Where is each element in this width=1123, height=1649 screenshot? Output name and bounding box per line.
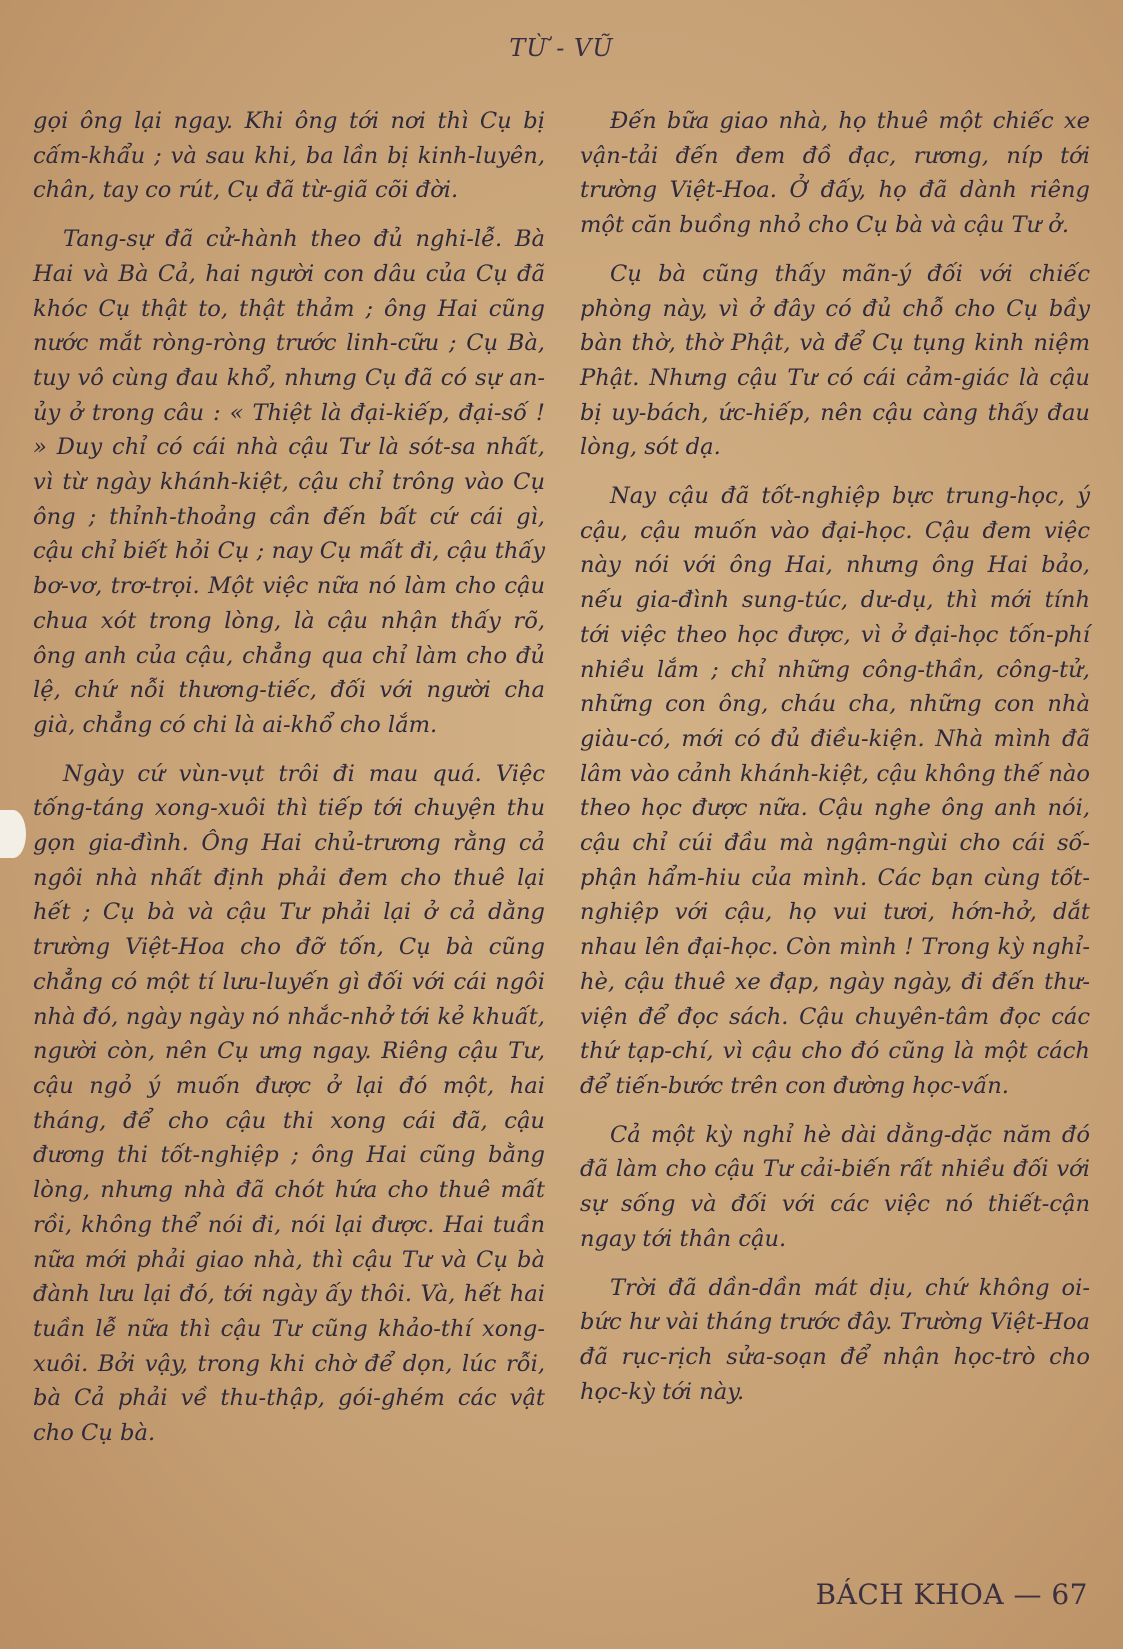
paragraph: Cả một kỳ nghỉ hè dài dằng-dặc năm đó đã làm cho cậu Tư cải-biến rất nhiều đối với sự sống và đối với các việc nó thiết-cận ngay tới thân cậu. (580, 1121, 1090, 1252)
paragraph: Ngày cứ vùn-vụt trôi đi mau quá. Việc tống-táng xong-xuôi thì tiếp tới chuyện thu gọn gia-đình. Ông Hai chủ-trương rằng cả ngôi nhà nhất định phải đem cho thuê lại hết ; Cụ bà và cậu Tư phải lại ở cả dằng trường Việt-Hoa cho đỡ tốn, Cụ bà cũng chẳng có một tí lưu-luyến gì đối với cái ngôi nhà đó, ngày ngày nó nhắc-nhở tới kẻ khuất, người còn, nên Cụ ưng ngay. Riêng cậu Tư, cậu ngỏ ý muốn được ở lại đó một, hai tháng, để cho cậu thi xong cái đã, cậu đương thi tốt-nghiệp ; ông Hai cũng bằng lòng, nhưng nhà đã chót hứa cho thuê mất rồi, không thể nói đi, nói lại được. Hai tuần nữa mới phải giao nhà, thì cậu Tư và Cụ bà đành lưu lại đó, tới ngày ấy thôi. Và, hết hai tuần lễ nữa thì cậu Tư cũng khảo-thí xong-xuôi. Bởi vậy, trong khi chờ để dọn, lúc rỗi, bà Cả phải về thu-thập, gói-ghém các vật cho Cụ bà. (33, 760, 545, 1447)
paper-damage (0, 810, 26, 858)
paragraph: gọi ông lại ngay. Khi ông tới nơi thì Cụ bị cấm-khẩu ; và sau khi, ba lần bị kinh-luyên, chân, tay co rút, Cụ đã từ-giã cõi đời. (33, 108, 545, 204)
paragraph: Đến bữa giao nhà, họ thuê một chiếc xe vận-tải đến đem đồ đạc, rương, níp tới trường Việt-Hoa. Ở đấy, họ đã dành riêng một căn buồng nhỏ cho Cụ bà và cậu Tư ở. (580, 108, 1090, 239)
paragraph: Nay cậu đã tốt-nghiệp bực trung-học, ý cậu, cậu muốn vào đại-học. Cậu đem việc này nói với ông Hai, nhưng ông Hai bảo, nếu gia-đình sung-túc, dư-dụ, thì mới tính tới việc theo học được, vì ở đại-học tốn-phí nhiều lắm ; chỉ những công-thần, công-tử, những con ông, cháu cha, những con nhà giàu-có, mới có đủ điều-kiện. Nhà mình đã lâm vào cảnh khánh-kiệt, cậu không thế nào theo học được nữa. Cậu nghe ông anh nói, cậu chỉ cúi đầu mà ngậm-ngùi cho cái số-phận hẩm-hiu của mình. Các bạn cùng tốt-nghiệp với cậu, họ vui tươi, hớn-hở, dắt nhau lên đại-học. Còn mình ! Trong kỳ nghỉ-hè, cậu thuê xe đạp, ngày ngày, đi đến thư-viện để đọc sách. Cậu chuyên-tâm đọc các thứ tạp-chí, vì cậu cho đó cũng là một cách để tiến-bước trên con đường học-vấn. (580, 483, 1090, 1099)
paragraph: Cụ bà cũng thấy mãn-ý đối với chiếc phòng này, vì ở đây có đủ chỗ cho Cụ bầy bàn thờ, thờ Phật, và để Cụ tụng kinh niệm Phật. Nhưng cậu Tư có cái cảm-giác là cậu bị uy-bách, ức-hiếp, nên cậu càng thấy đau lòng, sót dạ. (580, 260, 1090, 461)
page-header: TỪ - VŨ (509, 34, 614, 62)
left-column (33, 104, 545, 1465)
page-footer: BÁCH KHOA — 67 (815, 1578, 1088, 1611)
paragraph: Trời đã dần-dần mát dịu, chứ không oi-bức hư vài tháng trước đây. Trường Việt-Hoa đã rục-rịch sửa-soạn để nhận học-trò cho học-kỳ tới này. (580, 1274, 1090, 1405)
paragraph: Tang-sự đã cử-hành theo đủ nghi-lễ. Bà Hai và Bà Cả, hai người con dâu của Cụ đã khóc Cụ thật to, thật thảm ; ông Hai cũng nước mắt ròng-ròng trước linh-cữu ; Cụ Bà, tuy vô cùng đau khổ, nhưng Cụ đã có sự an-ủy ở trong câu : « Thiệt là đại-kiếp, đại-số ! » Duy chỉ có cái nhà cậu Tư là sót-sa nhất, vì từ ngày khánh-kiệt, cậu chỉ trông vào Cụ ông ; thỉnh-thoảng cần đến bất cứ cái gì, cậu chỉ biết hỏi Cụ ; nay Cụ mất đi, cậu thấy bơ-vơ, trơ-trọi. Một việc nữa nó làm cho cậu chua xót trong lòng, là cậu nhận thấy rõ, ông anh của cậu, chẳng qua chỉ làm cho đủ lệ, chứ nỗi thương-tiếc, đối với người cha già, chẳng có chi là ai-khổ cho lắm. (33, 226, 545, 738)
right-column (580, 104, 1090, 1423)
